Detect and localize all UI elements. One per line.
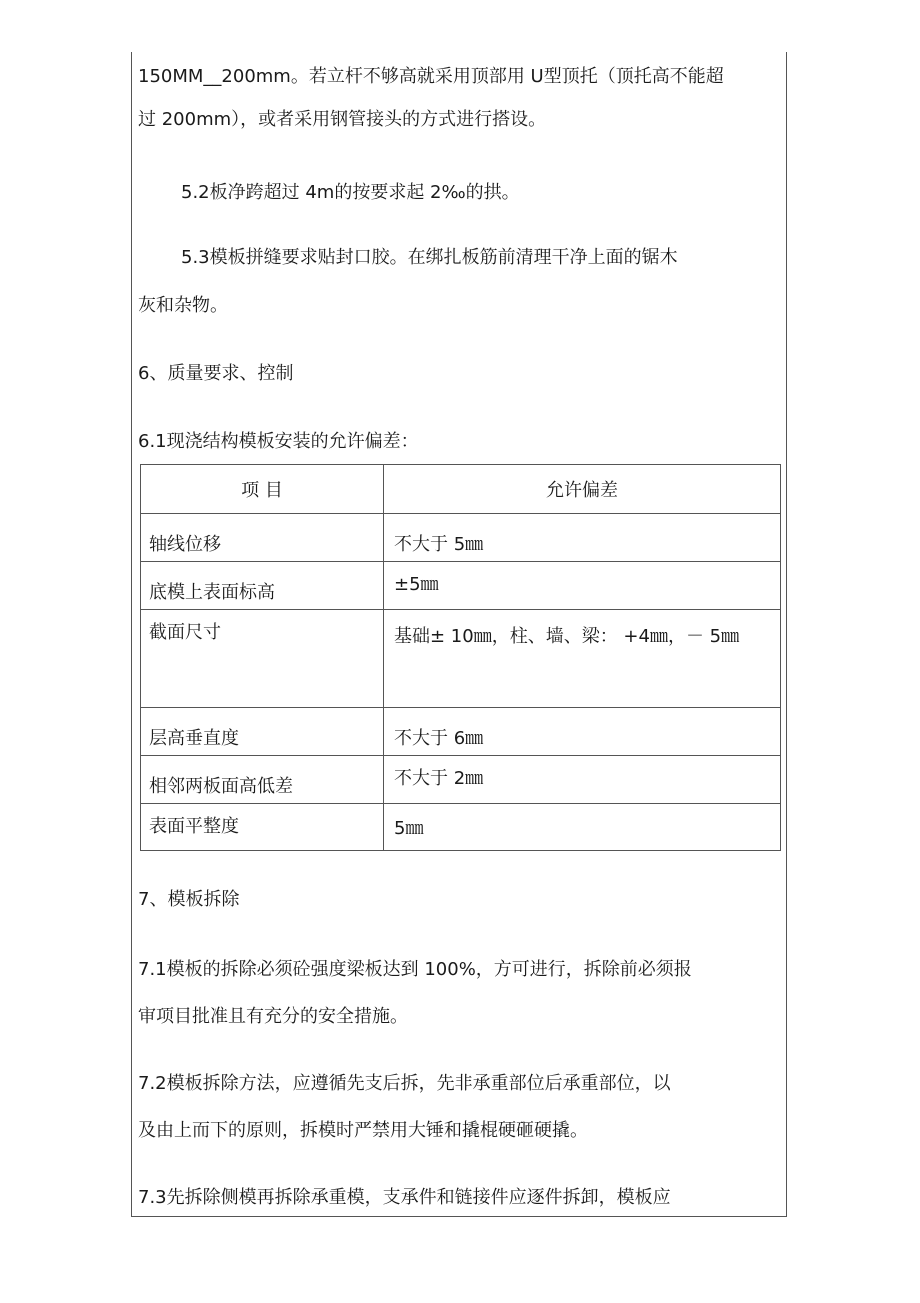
table-cell-tolerance: 5㎜ — [384, 804, 781, 851]
table-cell-tolerance: 不大于 6㎜ — [384, 708, 781, 756]
section-heading-7: 7、模板拆除 — [138, 889, 240, 910]
table-row — [141, 708, 781, 756]
table-cell-item: 层高垂直度 — [141, 708, 384, 756]
table-cell-tolerance — [384, 610, 781, 708]
table-row — [141, 514, 781, 562]
table-row — [141, 756, 781, 804]
table-row — [141, 562, 781, 610]
paragraph-line: 及由上而下的原则，拆模时严禁用大锤和撬棍硬砸硬撬。 — [138, 1120, 588, 1141]
table-cell-tolerance: 不大于 5㎜ — [384, 514, 781, 562]
table-cell-item: 轴线位移 — [141, 514, 384, 562]
paragraph-5-3: 5.3模板拼缝要求贴封口胶。在绑扎板筋前清理干净上面的锯木 — [181, 247, 678, 268]
paragraph-5-2: 5.2板净跨超过 4m的按要求起 2‰的拱。 — [181, 182, 520, 203]
paragraph-7-3: 7.3先拆除侧模再拆除承重模，支承件和链接件应逐件拆卸，模板应 — [138, 1187, 671, 1208]
table-header-tolerance: 允许偏差 — [384, 465, 781, 514]
table-header-item: 项 目 — [141, 465, 384, 514]
paragraph-7-2: 7.2模板拆除方法，应遵循先支后拆，先非承重部位后承重部位，以 — [138, 1073, 671, 1094]
table-cell-item: 截面尺寸 — [141, 610, 384, 708]
paragraph-7-1: 7.1模板的拆除必须砼强度梁板达到 100%，方可进行，拆除前必须报 — [138, 959, 692, 980]
table-cell-item: 底模上表面标高 — [141, 562, 384, 610]
table-cell-tolerance: ±5㎜ — [384, 562, 781, 610]
table-cell-item: 表面平整度 — [141, 804, 384, 851]
table-cell-tolerance: 不大于 2㎜ — [384, 756, 781, 804]
paragraph-line: 过 200mm），或者采用钢管接头的方式进行搭设。 — [138, 109, 547, 130]
paragraph-line: 150MM__200mm。若立杆不够高就采用顶部用 U型顶托（顶托高不能超 — [138, 66, 724, 87]
paragraph-6-1: 6.1现浇结构模板安装的允许偏差： — [138, 431, 419, 452]
table-row — [141, 804, 781, 851]
section-heading-6: 6、质量要求、控制 — [138, 363, 294, 384]
tolerance-table — [140, 464, 781, 851]
table-row — [141, 610, 781, 708]
table-cell-text: 基础± 10㎜，柱、墙、梁： +4㎜，－ 5㎜ — [394, 626, 740, 647]
paragraph-line: 审项目批准且有充分的安全措施。 — [138, 1006, 408, 1027]
paragraph-line: 灰和杂物。 — [138, 295, 228, 316]
table-header-row — [141, 465, 781, 514]
table-cell-item: 相邻两板面高低差 — [141, 756, 384, 804]
